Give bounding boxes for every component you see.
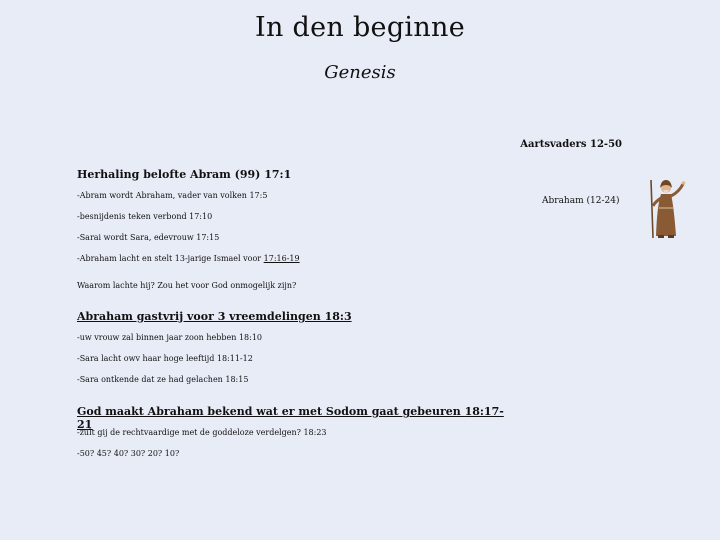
list-item: -besnijdenis teken verbond 17:10 [77, 212, 213, 221]
list-item: -Sara ontkende dat ze had gelachen 18:15 [77, 375, 249, 384]
section-heading: Herhaling belofte Abram (99) 17:1 [77, 168, 292, 181]
list-item: -Abram wordt Abraham, vader van volken 17:5 [77, 191, 268, 200]
section-heading-text: God maakt Abraham bekend wat er met Sodom gaat gebeuren [77, 405, 465, 418]
list-item: -uw vrouw zal binnen jaar zoon hebben 18:10 [77, 333, 262, 342]
list-item-text: -Abraham lacht en stelt 13-jarige Ismael voor [77, 254, 264, 263]
verse-reference-link[interactable]: 18:17-21 [77, 405, 504, 431]
page-subtitle: Genesis [324, 62, 396, 83]
aside-heading: Aartsvaders 12-50 [520, 139, 622, 150]
verse-reference-link[interactable]: 17:16-19 [263, 254, 300, 263]
section-heading: Abraham gastvrij voor 3 vreemdelingen 18:3 [77, 310, 352, 323]
aside-item: Abraham (12-24) [542, 196, 620, 206]
section-heading [77, 405, 517, 431]
list-item: -Sarai wordt Sara, edevrouw 17:15 [77, 233, 220, 242]
list-item: -Sara lacht owv haar hoge leeftijd 18:11-12 [77, 354, 253, 363]
list-item [77, 253, 517, 274]
list-item: -zult gij de rechtvaardige met de goddeloze verdelgen? 18:23 [77, 428, 327, 437]
monk-figure-icon [643, 176, 693, 240]
question-text: Waarom lachte hij? Zou het voor God onmogelijk zijn? [77, 281, 297, 290]
page-title: In den beginne [254, 12, 465, 43]
list-item: -50? 45? 40? 30? 20? 10? [77, 449, 180, 458]
content-body [77, 168, 517, 469]
